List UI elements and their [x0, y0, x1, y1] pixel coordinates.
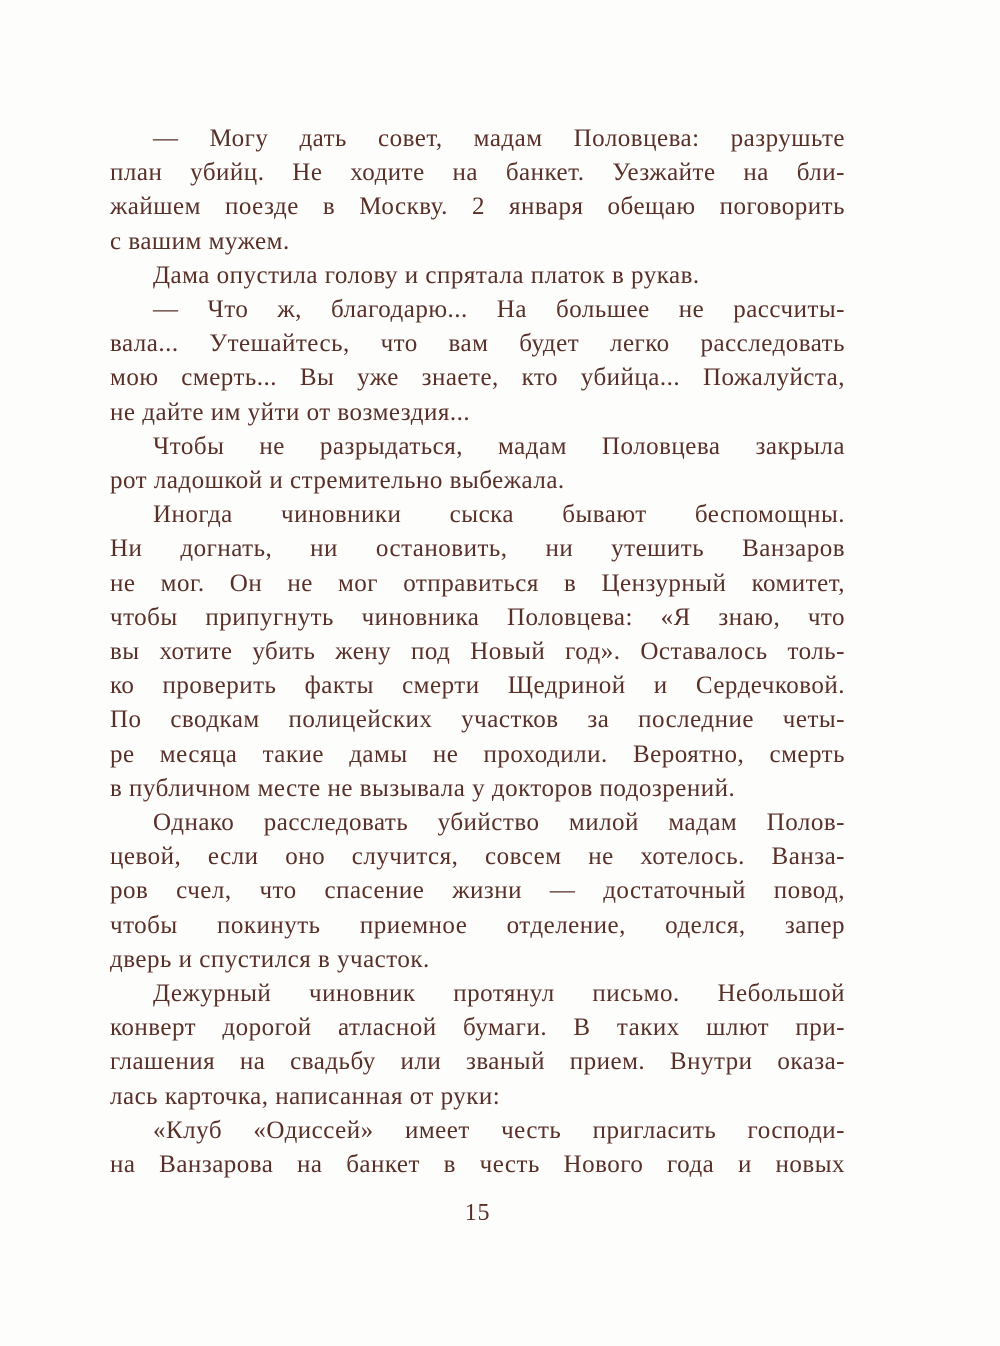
text-line: конверт дорогой атласной бумаги. В таких шлют при-	[110, 1014, 845, 1042]
paragraph	[110, 259, 845, 293]
paragraph	[110, 293, 845, 430]
text-line: Дама опустила голову и спрятала платок в рукав.	[153, 261, 700, 289]
text-line: Однако расследовать убийство милой мадам Полов-	[153, 809, 845, 837]
text-line: с вашим мужем.	[110, 227, 290, 255]
text-line: глашения на свадьбу или званый прием. Внутри оказа-	[110, 1048, 845, 1076]
paragraph	[110, 498, 845, 806]
page-number: 15	[464, 1200, 491, 1226]
text-line: Чтобы не разрыдаться, мадам Половцева закрыла	[153, 432, 845, 460]
paragraph	[110, 806, 845, 977]
text-line: — Могу дать совет, мадам Половцева: разрушьте	[153, 125, 845, 152]
text-line: «Клуб «Одиссей» имеет честь пригласить господи-	[153, 1116, 845, 1144]
paragraph	[110, 122, 845, 259]
text-line: чтобы покинуть приемное отделение, оделся, запер	[110, 911, 845, 939]
paragraph	[110, 977, 845, 1114]
text-line: чтобы припугнуть чиновника Половцева: «Я знаю, что	[110, 603, 845, 631]
text-line: ко проверить факты смерти Щедриной и Сердечковой.	[110, 672, 845, 700]
text-line: ре месяца такие дамы не проходили. Вероятно, смерть	[110, 740, 845, 768]
text-line: По сводкам полицейских участков за последние четы-	[110, 706, 845, 734]
text-line: мою смерть... Вы уже знаете, кто убийца... Пожалуйста,	[110, 364, 845, 392]
text-line: не мог. Он не мог отправиться в Цензурный комитет,	[110, 569, 845, 597]
text-line: Дежурный чиновник протянул письмо. Небольшой	[153, 980, 845, 1008]
text-line: в публичном месте не вызывала у докторов подозрений.	[110, 774, 736, 802]
text-line: не дайте им уйти от возмездия...	[110, 398, 471, 426]
text-block	[110, 122, 845, 1182]
text-line: лась карточка, написанная от руки:	[110, 1082, 501, 1110]
text-line: план убийц. Не ходите на банкет. Уезжайте на бли-	[110, 159, 845, 187]
text-line: вала... Утешайтесь, что вам будет легко расследовать	[110, 330, 845, 358]
text-line: Иногда чиновники сыска бывают беспомощны.	[153, 501, 845, 529]
text-line: дверь и спустился в участок.	[110, 945, 430, 973]
text-line: вы хотите убить жену под Новый год». Оставалось толь-	[110, 638, 845, 666]
text-line: — Что ж, благодарю... На большее не рассчиты-	[153, 296, 845, 324]
text-line: ров счел, что спасение жизни — достаточный повод,	[110, 877, 845, 905]
paragraph	[110, 430, 845, 498]
text-line: Ни догнать, ни остановить, ни утешить Ванзаров	[110, 535, 845, 563]
paragraph	[110, 1114, 845, 1182]
text-line: цевой, если оно случится, совсем не хотелось. Ванза-	[110, 843, 845, 871]
text-line: на Ванзарова на банкет в честь Нового года и новых	[110, 1151, 845, 1179]
text-line: рот ладошкой и стремительно выбежала.	[110, 467, 565, 495]
text-line: жайшем поезде в Москву. 2 января обещаю поговорить	[110, 193, 845, 221]
